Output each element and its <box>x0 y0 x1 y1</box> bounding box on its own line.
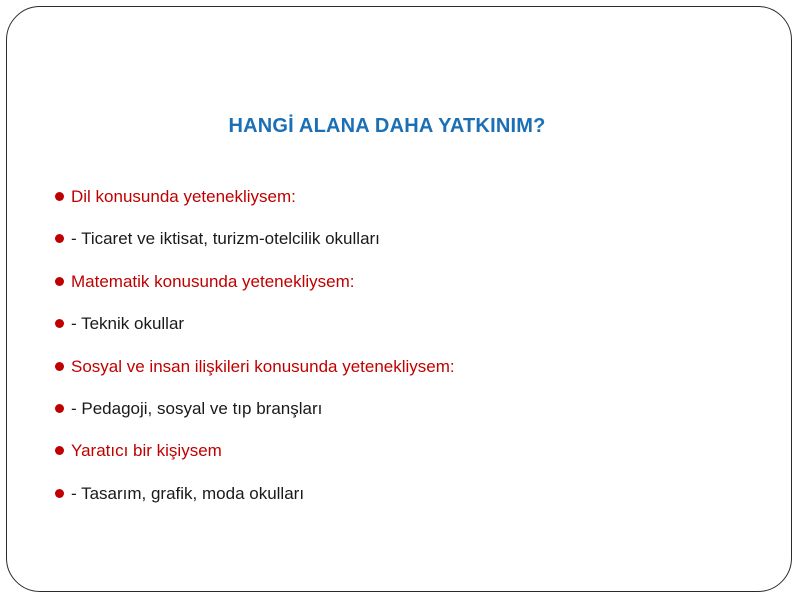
bullet-dot-icon <box>55 234 64 243</box>
bullet-item-8 <box>55 482 455 524</box>
bullet-text: - Tasarım, grafik, moda okulları <box>71 483 305 503</box>
bullet-item-6 <box>55 397 455 439</box>
bullet-dot-icon <box>55 404 64 413</box>
bullet-text: - Teknik okullar <box>71 314 185 334</box>
bullet-dot-icon <box>55 362 64 371</box>
bullet-item-2 <box>55 227 455 269</box>
bullet-dot-icon <box>55 489 64 498</box>
bullet-dot-icon <box>55 446 64 455</box>
slide-title: HANGİ ALANA DAHA YATKINIM? <box>228 115 546 137</box>
slide-frame <box>6 6 792 592</box>
bullet-item-5 <box>55 355 455 397</box>
bullet-text: Sosyal ve insan ilişkileri konusunda yetenekliysem: <box>71 356 455 376</box>
bullet-item-3 <box>55 270 455 312</box>
bullet-item-4 <box>55 312 455 354</box>
bullet-list <box>55 185 455 524</box>
bullet-item-7 <box>55 439 455 481</box>
bullet-text: - Pedagoji, sosyal ve tıp branşları <box>71 398 323 418</box>
bullet-dot-icon <box>55 319 64 328</box>
bullet-text: Matematik konusunda yetenekliysem: <box>71 271 355 291</box>
bullet-item-1 <box>55 185 455 227</box>
bullet-dot-icon <box>55 277 64 286</box>
bullet-text: Dil konusunda yetenekliysem: <box>71 187 296 206</box>
bullet-text: Yaratıcı bir kişiysem <box>71 441 222 461</box>
bullet-text: - Ticaret ve iktisat, turizm-otelcilik okulları <box>71 229 380 249</box>
bullet-dot-icon <box>55 192 64 201</box>
